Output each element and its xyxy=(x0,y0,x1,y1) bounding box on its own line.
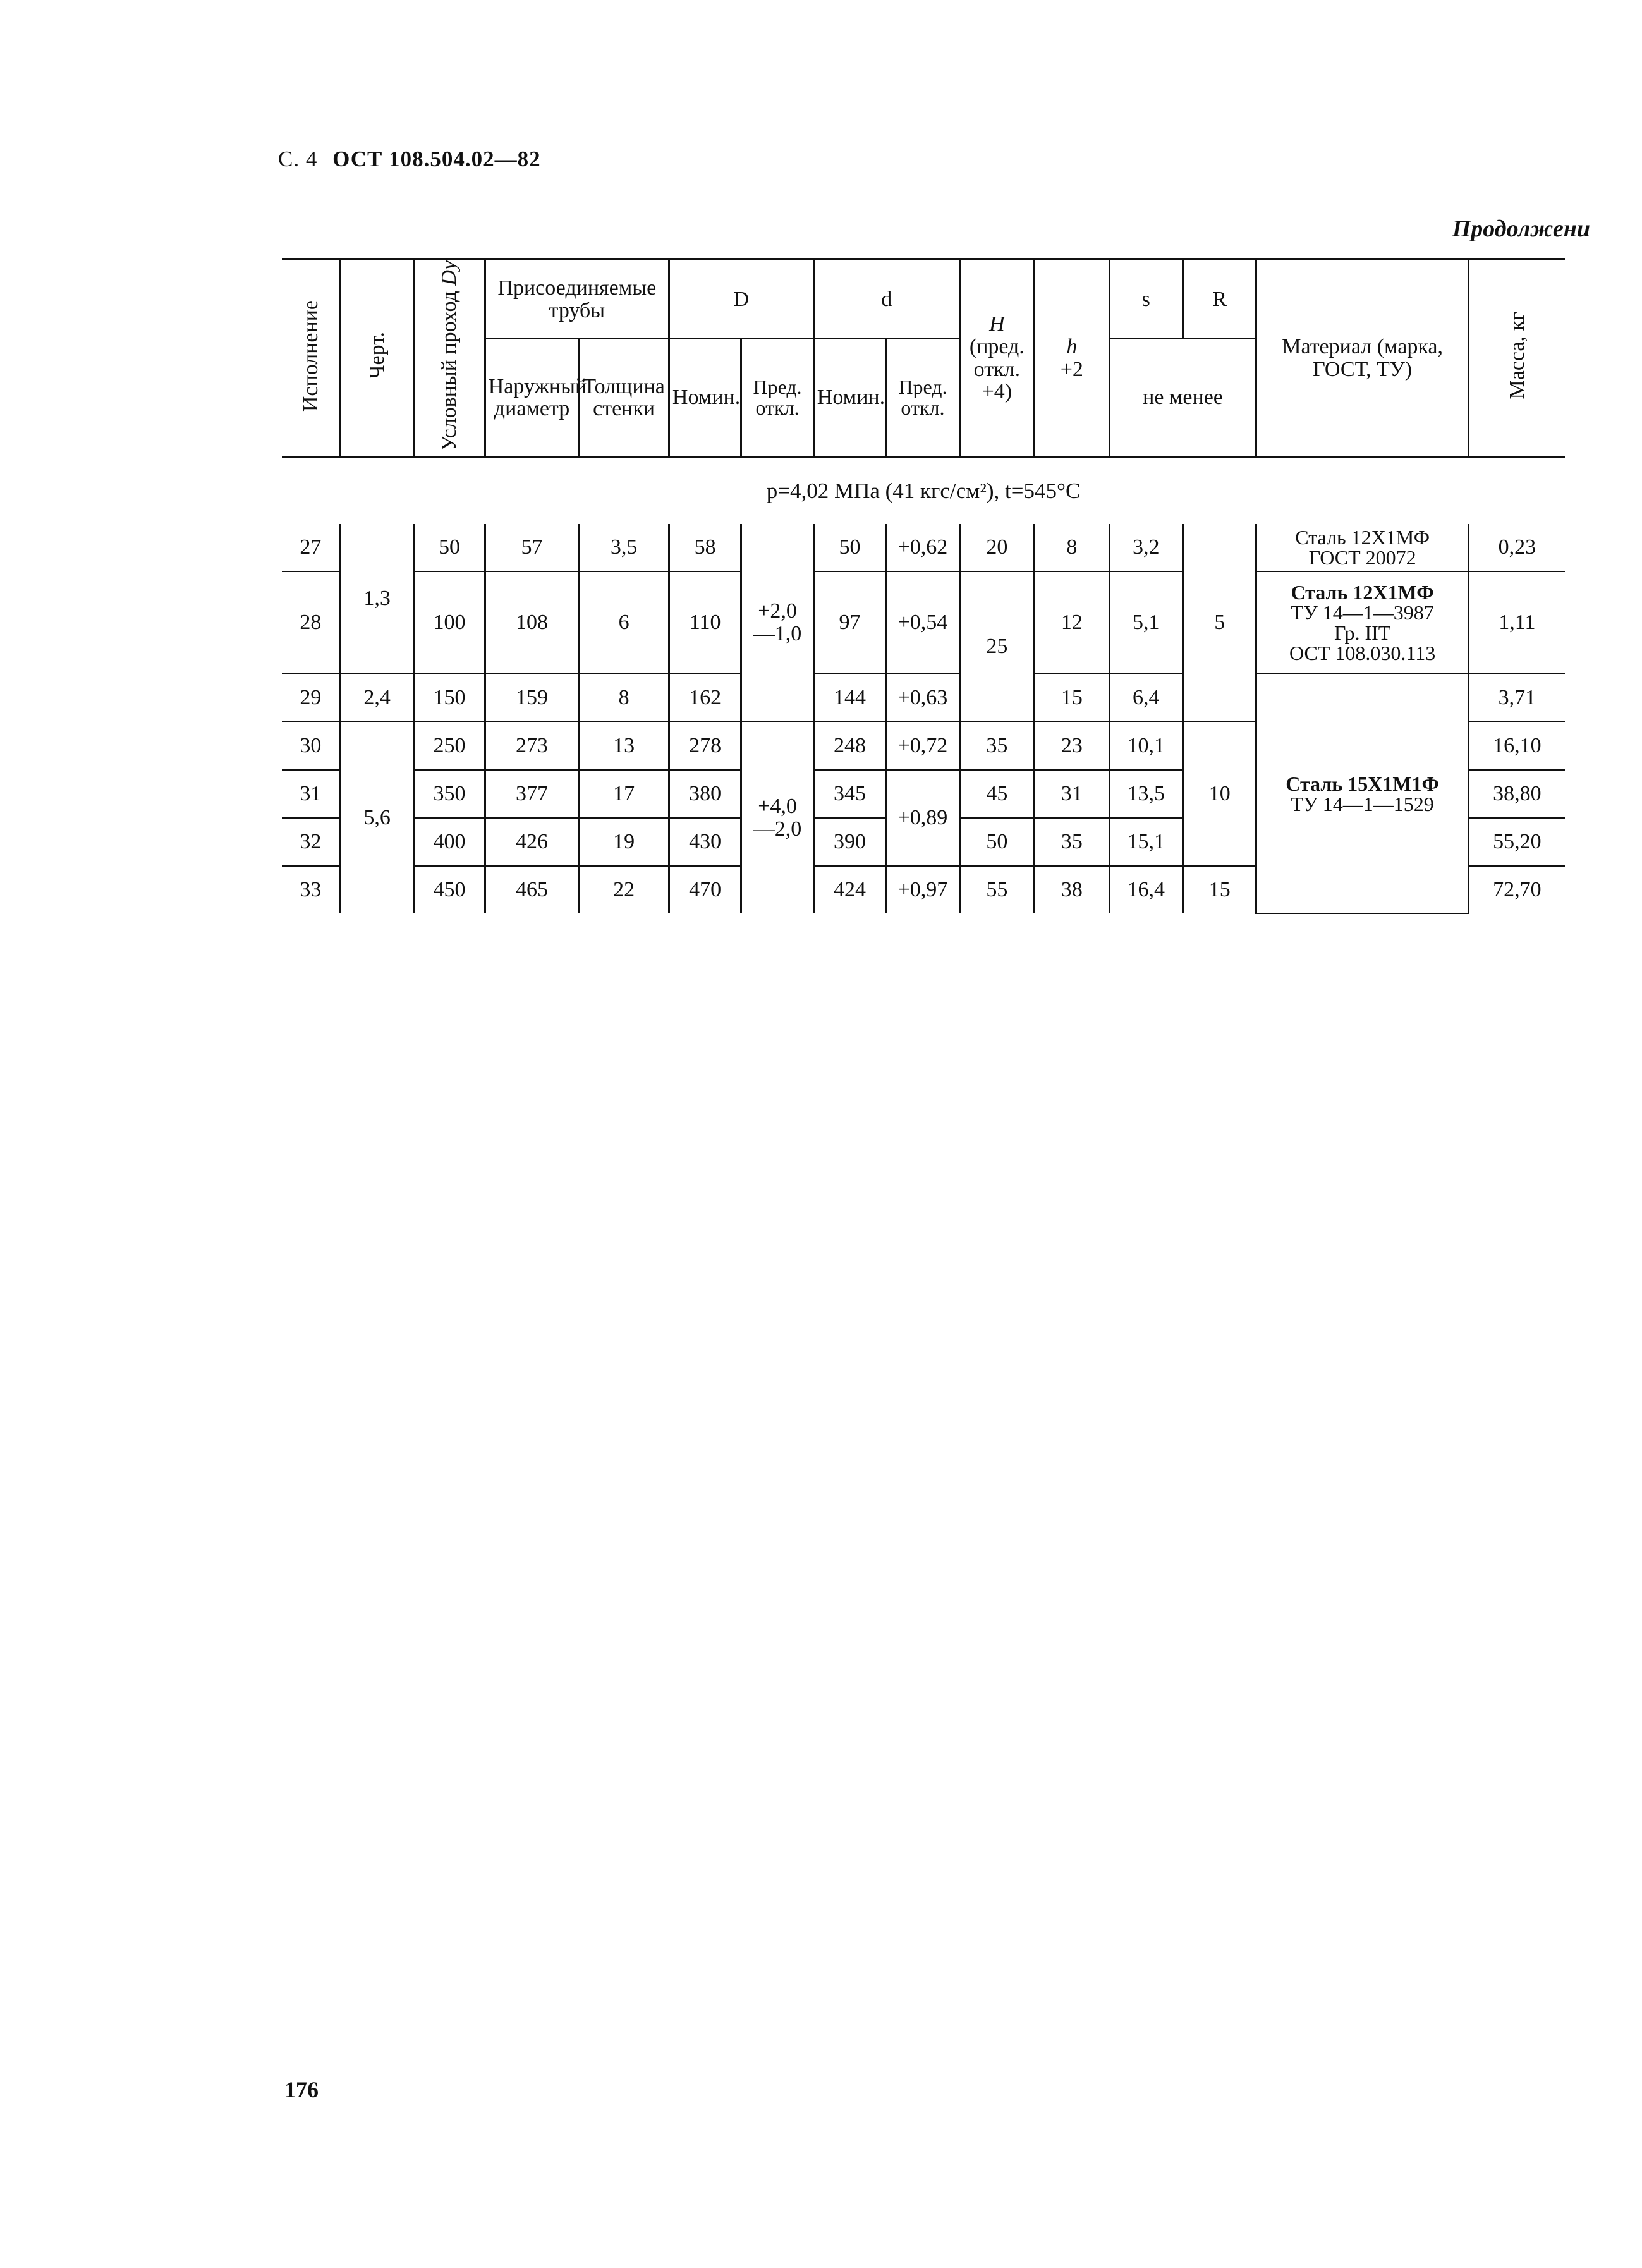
page-header xyxy=(278,147,541,172)
cell-wall: 22 xyxy=(579,866,669,913)
cell-outer: 426 xyxy=(485,818,579,866)
cell-dy: 350 xyxy=(414,770,485,818)
cell-outer: 108 xyxy=(485,571,579,674)
cell-outer: 57 xyxy=(485,524,579,571)
cell-h: 8 xyxy=(1035,524,1109,571)
cell-dy: 450 xyxy=(414,866,485,913)
cell-material: Сталь 12Х1МФ ТУ 14—1—3987 Гр. IIТ ОСТ 108.030.113 xyxy=(1256,571,1468,674)
cell-h: 15 xyxy=(1035,674,1109,722)
cell-isp: 28 xyxy=(282,571,340,674)
col-R: R xyxy=(1183,259,1256,339)
cell-d-tol: +0,72 xyxy=(886,722,959,770)
col-ispolnenie: Исполнение xyxy=(282,259,340,457)
cell-dy: 150 xyxy=(414,674,485,722)
cell-outer: 159 xyxy=(485,674,579,722)
col-d: d xyxy=(813,259,959,339)
col-pipes-wall: Толщина стенки xyxy=(579,339,669,457)
cell-isp: 30 xyxy=(282,722,340,770)
cell-mass: 55,20 xyxy=(1468,818,1565,866)
cell-d-nom: 345 xyxy=(813,770,885,818)
cell-R: 10 xyxy=(1183,722,1256,866)
col-not-less: не менее xyxy=(1109,339,1256,457)
cell-H: 20 xyxy=(959,524,1034,571)
cell-D-nom: 110 xyxy=(669,571,741,674)
cell-material: Сталь 12Х1МФ ГОСТ 20072 xyxy=(1256,524,1468,571)
col-mass: Масса, кг xyxy=(1468,259,1565,457)
cell-d-tol: +0,97 xyxy=(886,866,959,913)
cell-H: 45 xyxy=(959,770,1034,818)
col-chert: Черт. xyxy=(340,259,413,457)
cell-D-nom: 278 xyxy=(669,722,741,770)
cell-dy: 100 xyxy=(414,571,485,674)
page-prefix: С. 4 xyxy=(278,147,318,171)
cell-dy: 50 xyxy=(414,524,485,571)
standard-code: ОСТ 108.504.02—82 xyxy=(332,147,541,171)
cell-d-nom: 144 xyxy=(813,674,885,722)
cell-outer: 273 xyxy=(485,722,579,770)
cell-wall: 19 xyxy=(579,818,669,866)
cell-d-nom: 424 xyxy=(813,866,885,913)
cell-R: 5 xyxy=(1183,524,1256,722)
col-d-tol: Пред. откл. xyxy=(886,339,959,457)
cell-dy: 400 xyxy=(414,818,485,866)
cell-d-nom: 390 xyxy=(813,818,885,866)
cell-outer: 465 xyxy=(485,866,579,913)
cell-D-tol: +2,0 —1,0 xyxy=(741,524,813,722)
cell-d-nom: 50 xyxy=(813,524,885,571)
cell-H: 25 xyxy=(959,571,1034,722)
section-pressure: p=4,02 МПа (41 кгс/см²), t=545°С xyxy=(766,478,1081,503)
cell-D-nom: 380 xyxy=(669,770,741,818)
cell-s: 13,5 xyxy=(1109,770,1183,818)
cell-H: 35 xyxy=(959,722,1034,770)
table-row xyxy=(282,524,1565,571)
cell-d-tol: +0,62 xyxy=(886,524,959,571)
col-D-tol: Пред. откл. xyxy=(741,339,813,457)
col-d-nom: Номин. xyxy=(813,339,885,457)
page-number: 176 xyxy=(284,2077,319,2102)
cell-h: 12 xyxy=(1035,571,1109,674)
col-s: s xyxy=(1109,259,1183,339)
col-dy: Условный проход Dy xyxy=(414,259,485,457)
cell-dy: 250 xyxy=(414,722,485,770)
cell-D-nom: 162 xyxy=(669,674,741,722)
cell-s: 5,1 xyxy=(1109,571,1183,674)
cell-h: 23 xyxy=(1035,722,1109,770)
cell-mass: 3,71 xyxy=(1468,674,1565,722)
cell-D-nom: 470 xyxy=(669,866,741,913)
cell-chert: 2,4 xyxy=(340,674,413,722)
cell-d-tol: +0,63 xyxy=(886,674,959,722)
cell-material: Сталь 15Х1М1Ф ТУ 14—1—1529 xyxy=(1256,674,1468,913)
cell-mass: 72,70 xyxy=(1468,866,1565,913)
cell-d-tol: +0,54 xyxy=(886,571,959,674)
table-row xyxy=(282,571,1565,674)
col-pipes: Присоединяемые трубы xyxy=(485,259,669,339)
cell-h: 31 xyxy=(1035,770,1109,818)
col-h: h +2 xyxy=(1035,259,1109,457)
cell-H: 55 xyxy=(959,866,1034,913)
cell-s: 3,2 xyxy=(1109,524,1183,571)
cell-s: 10,1 xyxy=(1109,722,1183,770)
col-material: Материал (марка, ГОСТ, ТУ) xyxy=(1256,259,1468,457)
cell-mass: 38,80 xyxy=(1468,770,1565,818)
cell-D-nom: 430 xyxy=(669,818,741,866)
cell-isp: 32 xyxy=(282,818,340,866)
cell-wall: 13 xyxy=(579,722,669,770)
cell-d-nom: 97 xyxy=(813,571,885,674)
col-D: D xyxy=(669,259,813,339)
cell-H: 50 xyxy=(959,818,1034,866)
cell-isp: 31 xyxy=(282,770,340,818)
cell-mass: 1,11 xyxy=(1468,571,1565,674)
cell-h: 38 xyxy=(1035,866,1109,913)
table-row xyxy=(282,674,1565,722)
cell-chert: 1,3 xyxy=(340,524,413,674)
cell-chert: 5,6 xyxy=(340,722,413,913)
cell-mass: 16,10 xyxy=(1468,722,1565,770)
cell-s: 16,4 xyxy=(1109,866,1183,913)
cell-isp: 27 xyxy=(282,524,340,571)
cell-isp: 33 xyxy=(282,866,340,913)
col-pipes-outer: Наружный диаметр xyxy=(485,339,579,457)
cell-D-tol: +4,0 —2,0 xyxy=(741,722,813,913)
cell-wall: 3,5 xyxy=(579,524,669,571)
cell-wall: 8 xyxy=(579,674,669,722)
cell-R: 15 xyxy=(1183,866,1256,913)
cell-d-tol: +0,89 xyxy=(886,770,959,866)
cell-s: 15,1 xyxy=(1109,818,1183,866)
col-H: H (пред. откл. +4) xyxy=(959,259,1034,457)
spec-table xyxy=(282,258,1565,914)
col-D-nom: Номин. xyxy=(669,339,741,457)
cell-isp: 29 xyxy=(282,674,340,722)
cell-wall: 6 xyxy=(579,571,669,674)
cell-d-nom: 248 xyxy=(813,722,885,770)
cell-h: 35 xyxy=(1035,818,1109,866)
cell-s: 6,4 xyxy=(1109,674,1183,722)
cell-mass: 0,23 xyxy=(1468,524,1565,571)
cell-D-nom: 58 xyxy=(669,524,741,571)
cell-wall: 17 xyxy=(579,770,669,818)
cell-outer: 377 xyxy=(485,770,579,818)
continuation-label: Продолжени xyxy=(1452,216,1590,242)
